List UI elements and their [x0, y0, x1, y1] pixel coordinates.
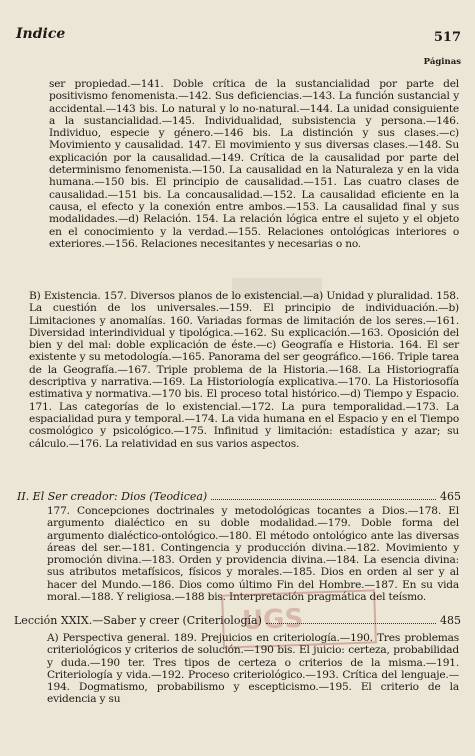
- index-entry-continuation: ser propiedad.—141. Doble crítica de la sustancialidad por parte del positivismo fenomenista.—142. Sus deficiencias.—143. La función sustancial y accidental.—143 bis. Lo natural y lo no-natural.—144. La unidad consiguiente a la sustancialidad.—145. Individualidad, subsistencia y persona.—146. Individuo, especie y género.—146 bis. La distinción y sus clases.—c) Movimiento y causalidad. 147. El movimiento y sus diversas clases.—148. Su explicación por la causalidad.—149. Crítica de la causalidad por parte del determinismo fenomenista.—150. La causalidad en la Naturaleza y en la vida humana.—150 bis. El principio de causalidad.—151. Las cuatro clases de causalidad.—151 bis. La concausalidad.—152. La causalidad eficiente en la causa, el efecto y la conexión entre ambos.—153. La causalidad final y sus modalidades.—d) Relación. 154. La relación lógica entre el sujeto y el objeto en el conocimiento y la verdad.—155. Relaciones ontológicas interiores o exteriores.—156. Relaciones necesitantes y necesarias o no.: [49, 78, 459, 250]
- index-entry-existencia: [29, 290, 459, 450]
- stamp-lettering: UGS: [241, 603, 304, 636]
- section-title: II. El Ser creador: Dios (Teodicea): [17, 490, 208, 503]
- lesson-page: 485: [440, 614, 461, 627]
- section-page: 465: [440, 490, 461, 503]
- running-header: Indice: [16, 26, 66, 42]
- lesson-heading-xxix: [14, 614, 461, 627]
- index-entry-teodicea: 177. Concepciones doctrinales y metodológicas tocantes a Dios.—178. El argumento dialéctico en su doble modalidad.—179. Doble forma del argumento dialéctico-ontológico.—180. El método ontológico ante las diversas áreas del ser.—181. Contingencia y producción divina.—182. Movimiento y promoción divina.—183. Orden y providencia divina.—184. La esencia divina: sus atributos metafísicos, físicos y morales.—185. Dios en orden al ser y al hacer del Mundo.—186. Dios como último Fin del Hombre.—187. En su vida moral.—188. Y religiosa.—188 bis. Interpretación pragmática del teísmo.: [47, 505, 459, 604]
- index-entry-criteriologia: A) Perspectiva general. 189. Prejuicios en criteriología.—190. Tres problemas criteriológicos y criterios de solución.—190 bis. El juicio: certeza, probabilidad y duda.—190 ter. Tres tipos de certeza o criterios de la misma.—191. Criteriología y vida.—192. Proceso criteriológico.—193. Crítica del lenguaje.—194. Dogmatismo, probabilismo y escepticismo.—195. El criterio de la evidencia y su: [47, 632, 459, 706]
- dot-leader: [266, 623, 436, 624]
- section-heading-teodicea: [17, 490, 461, 503]
- dot-leader: [211, 499, 436, 500]
- lesson-title: Lección XXIX.—Saber y creer (Criteriología): [14, 614, 262, 627]
- existencia-text: B) Existencia. 157. Diversos planos de lo existencial.—a) Unidad y pluralidad. 158. La cuestión de los universales.—159. El principio de individuación.—b) Limitaciones y anomalías. 160. Variadas formas de limitación de los seres.—161. Diversidad interindividual y tipológica.—162. Su explicación.—163. Oposición del bien y del mal: doble explicación de éste.—c) Geografía e Historia. 164. El ser existente y su metodología.—165. Panorama del ser geográfico.—166. Triple tarea de la Geografía.—167. Triple problema de la Historia.—168. La Historiografía descriptiva y narrativa.—169. La Historiología explicativa.—170. La Historiosofía estimativa y normativa.—170 bis. El proceso total histórico.—d) Tiempo y Espacio. 171. Las categorías de lo existencial.—172. La pura temporalidad.—173. La espacialidad pura y temporal.—174. La vida humana en el Espacio y en el Tiempo cosmológico y psicológico.—175. Infinitud y limitación: estadística y azar; su cálculo.—176. La relatividad en sus varios aspectos.: [29, 290, 459, 450]
- pages-column-label: Páginas: [423, 57, 461, 67]
- page-number: 517: [433, 30, 461, 45]
